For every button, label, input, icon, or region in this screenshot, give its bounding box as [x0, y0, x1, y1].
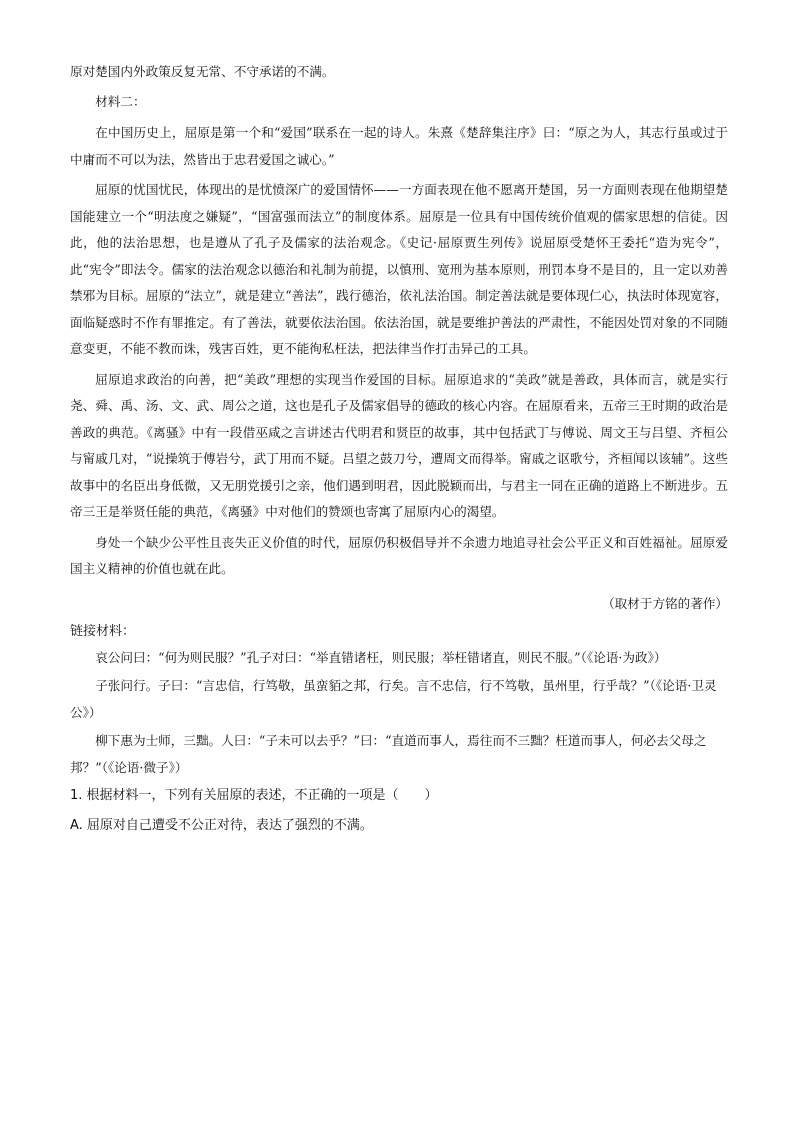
- source-citation: （取材于方铭的著作）: [602, 595, 728, 611]
- link-paragraph-1: 哀公问曰：“何为则民服？”孔子对曰：“举直错诸枉，则民服；举枉错诸直，则民不服。”（《论语·为政》）: [95, 649, 667, 665]
- material2-paragraph-4: 身处一个缺少公平性且丧失正义价值的时代，屈原仍积极倡导并不余遗力地追寻社会公平正义和百姓福祉。屈原爱国主义精神的价值也就在此。: [70, 534, 728, 576]
- link-material-heading: 链接材料：: [70, 623, 136, 639]
- document-page: [70, 62, 728, 837]
- option-a: A. 屈原对自己遭受不公正对待，表达了强烈的不满。: [70, 818, 373, 833]
- material2-paragraph-3: 屈原追求政治的向善，把“美政”理想的实现当作爱国的目标。屈原追求的“美政”就是善政，具体而言，就是实行尧、舜、禹、汤、文、武、周公之道，这也是孔子及儒家倡导的德政的核心内容。在屈原看来，五帝三王时期的政治是善政的典范。《离骚》中有一段借巫咸之言讲述古代明君和贤臣的故事，其中包括武丁与傅说、周文王与吕望、齐桓公与甯戚几对，“说操筑于傅岩兮，武丁用而不疑。吕望之鼓刀兮，遭周文而得举。甯戚之讴歌兮，齐桓闻以该辅”。这些故事中的名臣出身低微，又无朋党援引之亲，他们遇到明君，因此脱颖而出，与君主一同在正确的道路上不断进步。五帝三王是举贤任能的典范，《离骚》中对他们的赞颂也寄寓了屈原内心的渴望。: [70, 371, 728, 519]
- question-1: 1. 根据材料一，下列有关屈原的表述，不正确的一项是（ ）: [70, 788, 438, 803]
- material2-paragraph-2: 屈原的忧国忧民，体现出的是忧愤深广的爱国情怀——一方面表现在他不愿离开楚国，另一方面则表现在他期望楚国能建立一个“明法度之嫌疑”，“国富强而法立”的制度体系。屈原是一位具有中国传统价值观的儒家思想的信徒。因此，他的法治思想，也是遵从了孔子及儒家的法治观念。《史记·屈原贾生列传》说屈原受楚怀王委托“造为宪令”，此“宪令”即法令。儒家的法治观念以德治和礼制为前提，以慎刑、宽刑为基本原则，刑罚本身不是目的，且一定以劝善禁邪为目标。屈原的“法立”，就是建立“善法”，践行德治，依礼法治国。制定善法就是要体现仁心，执法时体现宽容，面临疑惑时不作有罪推定。有了善法，就要依法治国。依法治国，就是要维护善法的严肃性，不能因处罚对象的不同随意变更，不能不教而诛，残害百姓，更不能徇私枉法，把法律当作打击异己的工具。: [70, 182, 728, 356]
- link-paragraph-2: 子张问行。子曰：“言忠信，行笃敬，虽蛮貊之邦，行矣。言不忠信，行不笃敬，虽州里，行乎哉？”（《论语·卫灵公》）: [70, 678, 717, 720]
- material2-heading: 材料二：: [95, 94, 146, 109]
- continuation-line: 原对楚国内外政策反复无常、不守承诺的不满。: [70, 64, 335, 79]
- material2-paragraph-1: 在中国历史上，屈原是第一个和“爱国”联系在一起的诗人。朱熹《楚辞集注序》曰：“原之为人，其志行虽或过于中庸而不可以为法，然皆出于忠君爱国之诚心。”: [70, 125, 728, 167]
- link-paragraph-3: 柳下惠为士师，三黜。人曰：“子未可以去乎？”曰：“直道而事人，焉往而不三黜？枉道而事人，何必去父母之邦？”（《论语·微子》）: [70, 733, 707, 775]
